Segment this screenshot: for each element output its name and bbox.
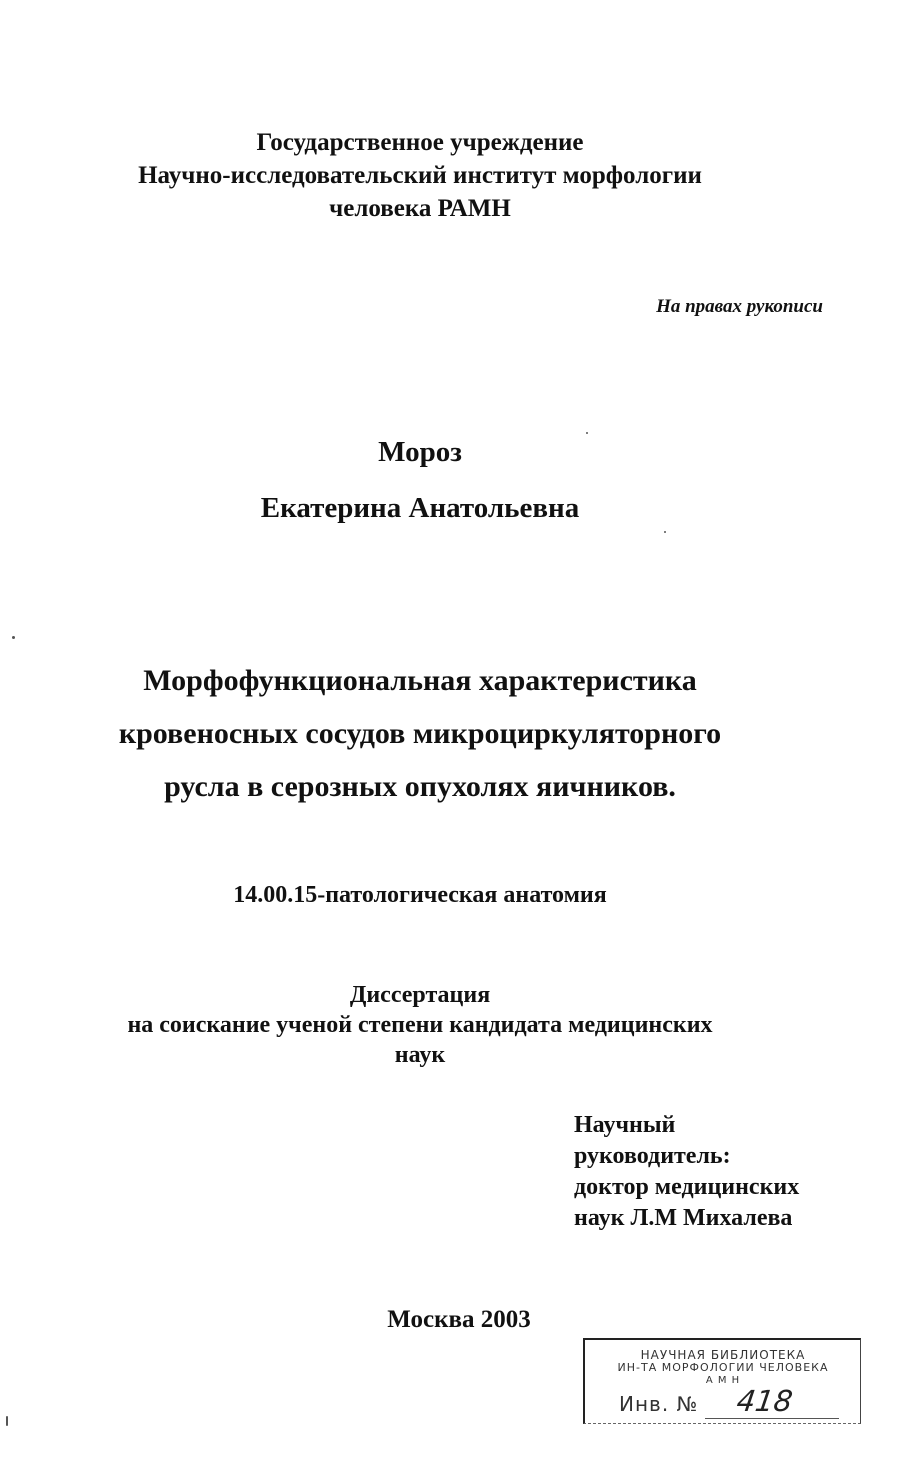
degree-statement bbox=[0, 980, 840, 1070]
specialty-code: 14.00.15-патологическая анатомия bbox=[233, 882, 607, 908]
scan-speck bbox=[12, 636, 15, 639]
author-surname: Мороз bbox=[378, 436, 462, 468]
institution-header bbox=[0, 126, 840, 225]
degree-line-3: наук bbox=[394, 1042, 446, 1068]
scan-speck bbox=[664, 531, 666, 533]
advisor-line-3: доктор медицинских bbox=[574, 1174, 800, 1200]
stamp-line-3: А М Н bbox=[705, 1375, 741, 1386]
advisor-line-1: Научный bbox=[574, 1112, 676, 1138]
institution-line-1: Государственное учреждение bbox=[256, 129, 584, 156]
author-given-names: Екатерина Анатольевна bbox=[260, 492, 580, 524]
scientific-advisor bbox=[574, 1110, 799, 1234]
inventory-underline bbox=[705, 1418, 839, 1419]
library-stamp bbox=[583, 1338, 861, 1424]
institution-line-2: Научно-исследовательский институт морфологии bbox=[138, 162, 702, 189]
degree-line-2: на соискание ученой степени кандидата медицинских bbox=[127, 1012, 713, 1038]
scan-speck bbox=[6, 1416, 8, 1426]
degree-line-1: Диссертация bbox=[349, 982, 491, 1008]
title-line-2: кровеносных сосудов микроциркуляторного bbox=[118, 717, 722, 750]
advisor-line-2: руководитель: bbox=[574, 1143, 731, 1169]
advisor-line-4: наук Л.М Михалева bbox=[574, 1205, 793, 1231]
inventory-number-handwritten: 418 bbox=[734, 1384, 795, 1418]
scan-speck bbox=[586, 432, 588, 434]
title-line-3: русла в серозных опухолях яичников. bbox=[164, 770, 676, 803]
inventory-label: Инв. № bbox=[619, 1392, 699, 1416]
institution-line-3: человека РАМН bbox=[329, 195, 511, 222]
manuscript-rights-note: На правах рукописи bbox=[656, 296, 823, 317]
dissertation-title bbox=[0, 654, 840, 813]
stamp-line-2: ИН-ТА МОРФОЛОГИИ ЧЕЛОВЕКА bbox=[617, 1361, 829, 1374]
title-line-1: Морфофункциональная характеристика bbox=[143, 664, 697, 697]
city-and-year: Москва 2003 bbox=[387, 1306, 531, 1333]
stamp-line-1: НАУЧНАЯ БИБЛИОТЕКА bbox=[640, 1348, 806, 1362]
